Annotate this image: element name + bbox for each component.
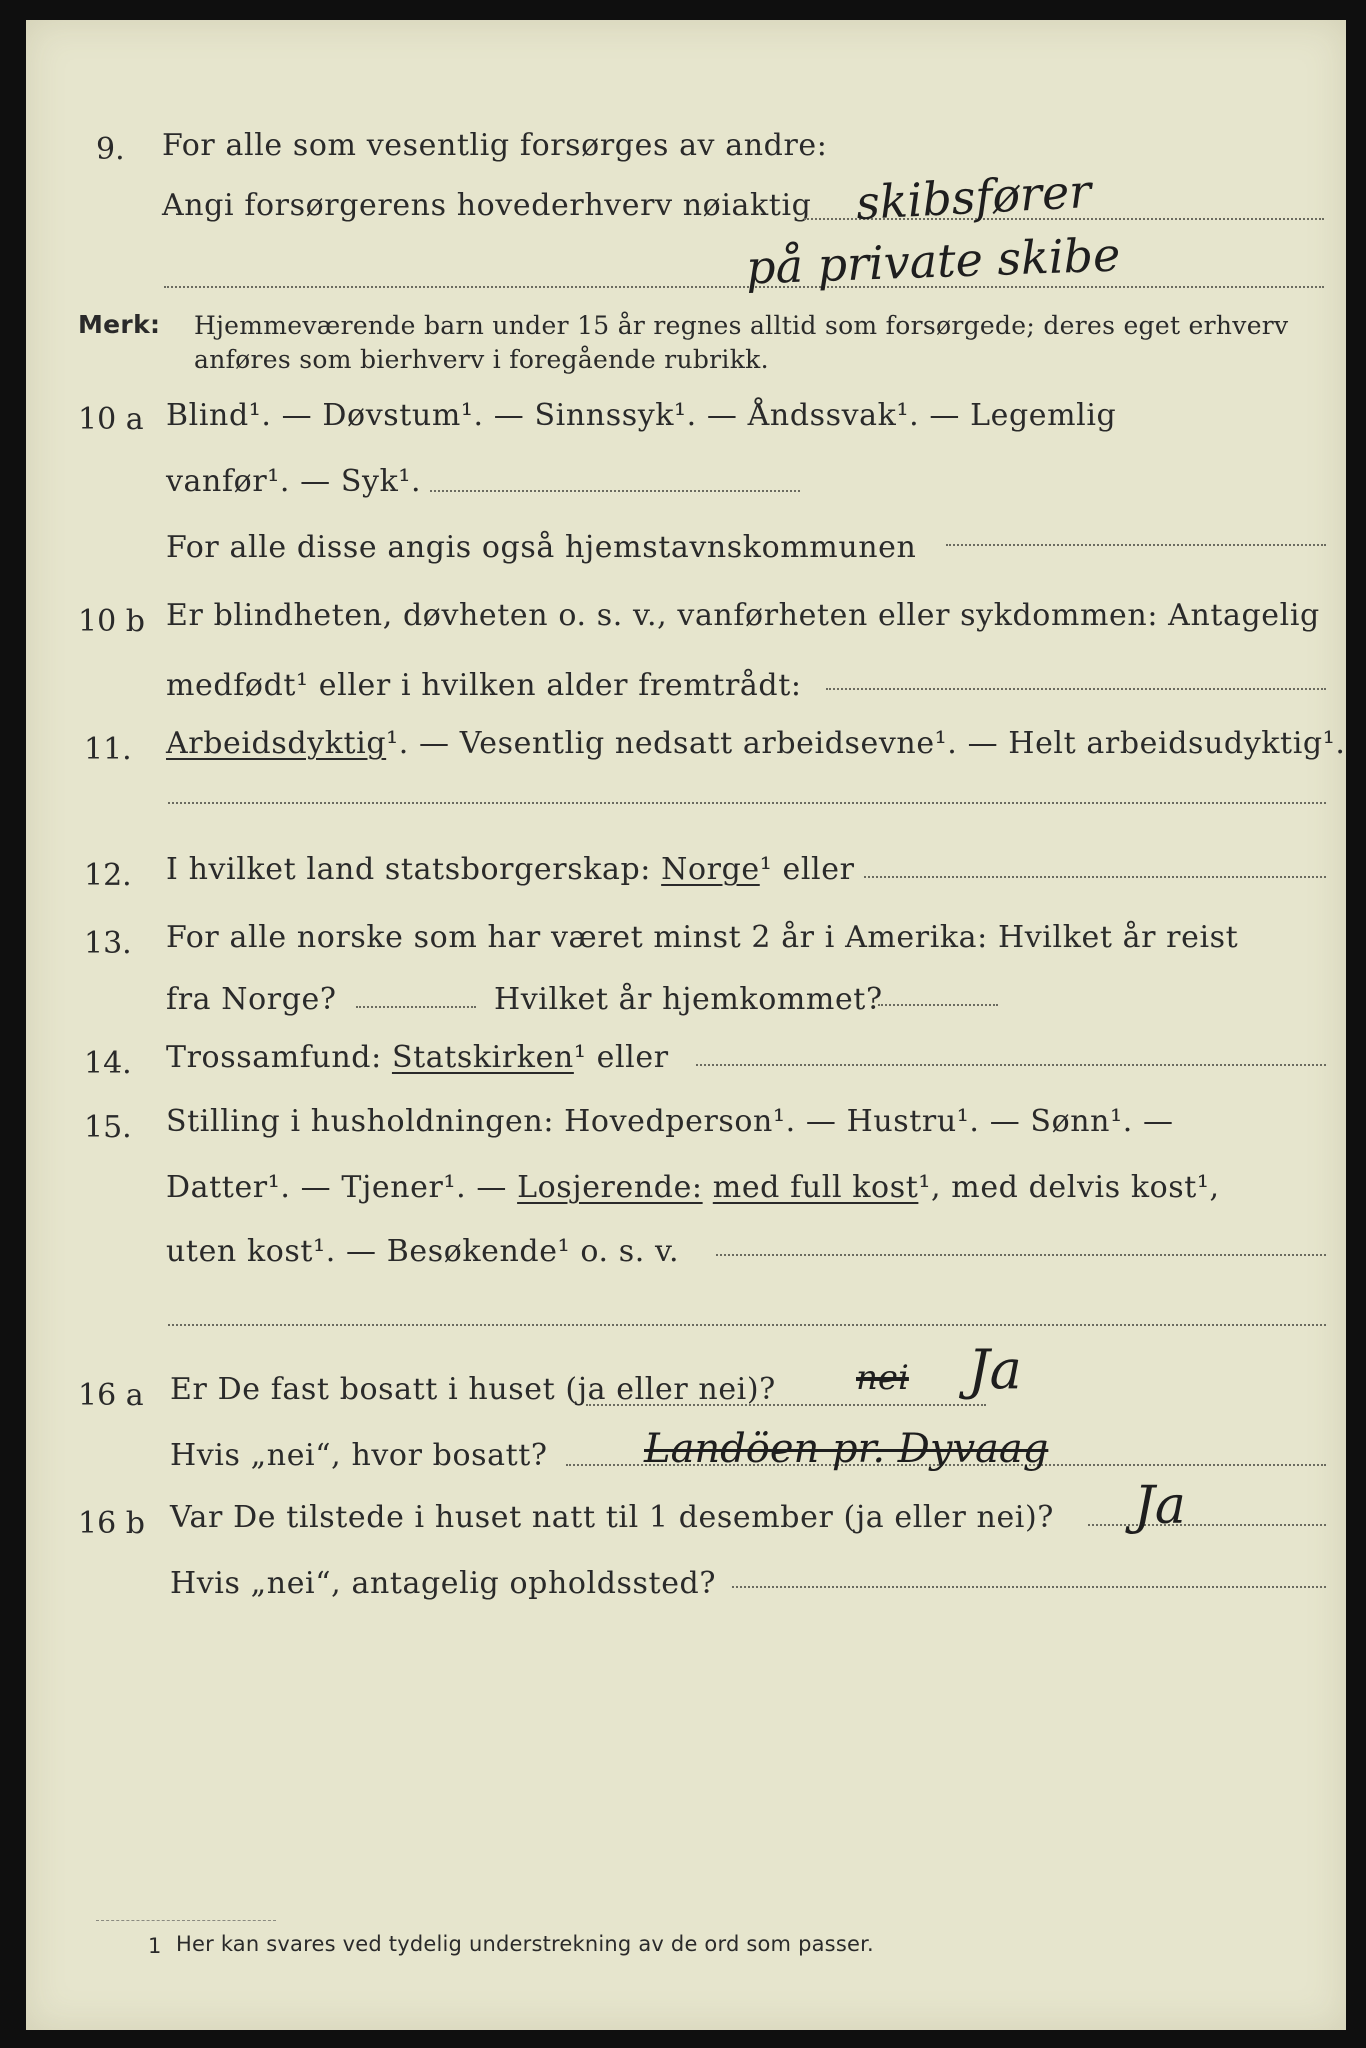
q15-option-full-kost: med full kost — [712, 1170, 919, 1205]
q11-line2-dots — [168, 802, 1326, 804]
merk-label: Merk: — [78, 310, 161, 339]
q10a-number: 10 a — [78, 402, 144, 437]
q13-number: 13. — [84, 926, 132, 961]
q16a-line1: Er De fast bosatt i huset (ja eller nei)? — [170, 1372, 776, 1407]
q13-line2b-dots — [878, 1004, 998, 1006]
q10a-line2-dots — [430, 490, 800, 492]
q10b-line1: Er blindheten, døvheten o. s. v., vanførheten eller sykdommen: Antagelig — [166, 598, 1320, 633]
q13-line2b: Hvilket år hjemkommet? — [494, 982, 883, 1017]
q15-line2d: ¹, med delvis kost¹, — [918, 1170, 1220, 1205]
q13-line2a: fra Norge? — [166, 982, 337, 1017]
q12-dots — [864, 876, 1326, 878]
q16b-line1: Var De tilstede i huset natt til 1 desember (ja eller nei)? — [170, 1500, 1054, 1535]
q16b-number: 16 b — [78, 1506, 145, 1541]
q10a-line2: vanfør¹. — Syk¹. — [166, 464, 422, 499]
q16a-line1-dots — [586, 1404, 986, 1406]
merk-line2: anføres som bierhverv i foregående rubrikk. — [194, 345, 769, 374]
q15-number: 15. — [84, 1110, 132, 1145]
q9-line2-label: Angi forsørgerens hovederhverv nøiaktig — [162, 188, 812, 223]
q15-line2 — [166, 1170, 1220, 1205]
q12-number: 12. — [84, 858, 132, 893]
q16b-line2: Hvis „nei“, antagelig opholdssted? — [170, 1566, 717, 1601]
q15-option-losjerende: Losjerende: — [517, 1170, 703, 1205]
q11-rest: ¹. — Vesentlig nedsatt arbeidsevne¹. — Helt arbeidsudyktig¹. — [386, 726, 1346, 761]
q11-number: 11. — [84, 732, 132, 767]
q14-post: ¹ eller — [573, 1040, 669, 1075]
q16b-answer: Ja — [1134, 1476, 1186, 1536]
q10b-line2: medfødt¹ eller i hvilken alder fremtrådt: — [166, 668, 802, 703]
q16a-number: 16 a — [78, 1378, 144, 1413]
footnote-mark: 1 — [148, 1934, 162, 1958]
q12-option-norge: Norge — [661, 852, 760, 887]
q15-line2a: Datter¹. — Tjener¹. — — [166, 1170, 507, 1205]
q11-text — [166, 726, 1345, 761]
q14-text — [166, 1040, 669, 1075]
q9-answer-occupation: skibsfører — [854, 163, 1093, 231]
q9-line1: For alle som vesentlig forsørges av andre: — [162, 128, 828, 163]
q15-line4-dots — [168, 1324, 1326, 1326]
q15-line1: Stilling i husholdningen: Hovedperson¹. — Hustru¹. — Sønn¹. — — [166, 1104, 1174, 1139]
q16b-line2-dots — [732, 1586, 1326, 1588]
q14-option-statskirken: Statskirken — [391, 1040, 574, 1075]
q9-answer-occupation-cont: på private skibe — [745, 227, 1122, 295]
footnote-rule — [96, 1920, 276, 1921]
q9-line3-dots — [164, 286, 1324, 288]
form-page — [26, 20, 1346, 2030]
footnote-text: Her kan svares ved tydelig understrekning av de ord som passer. — [176, 1932, 874, 1956]
q13-line1: For alle norske som har været minst 2 år i Amerika: Hvilket år reist — [166, 920, 1239, 955]
q12-pre: I hvilket land statsborgerskap: — [166, 852, 651, 887]
q14-pre: Trossamfund: — [166, 1040, 382, 1075]
q10a-line3-dots — [946, 544, 1326, 546]
q14-number: 14. — [84, 1046, 132, 1081]
merk-line1: Hjemmeværende barn under 15 år regnes alltid som forsørgede; deres eget erhverv — [194, 311, 1289, 340]
q13-line2a-dots — [356, 1006, 476, 1008]
q14-dots — [696, 1064, 1326, 1066]
q12-post: ¹ eller — [759, 852, 855, 887]
q16a-struck-answer: nei — [856, 1358, 909, 1398]
q15-line3: uten kost¹. — Besøkende¹ o. s. v. — [166, 1234, 680, 1269]
q10b-number: 10 b — [78, 604, 145, 639]
q16b-line1-dots — [1088, 1524, 1326, 1526]
q16a-struck-place: Landöen pr. Dyvaag — [644, 1426, 1049, 1472]
q10a-line3: For alle disse angis også hjemstavnskommunen — [166, 530, 917, 565]
q15-line3-dots — [716, 1254, 1326, 1256]
q10b-line2-dots — [826, 688, 1326, 690]
q16a-answer: Ja — [968, 1338, 1022, 1401]
q16a-line2: Hvis „nei“, hvor bosatt? — [170, 1438, 548, 1473]
q12-text — [166, 852, 855, 887]
q9-number: 9. — [96, 132, 125, 167]
q11-option-arbeidsdyktig: Arbeidsdyktig — [166, 726, 387, 761]
q10a-line1: Blind¹. — Døvstum¹. — Sinnssyk¹. — Åndssvak¹. — Legemlig — [166, 398, 1117, 433]
